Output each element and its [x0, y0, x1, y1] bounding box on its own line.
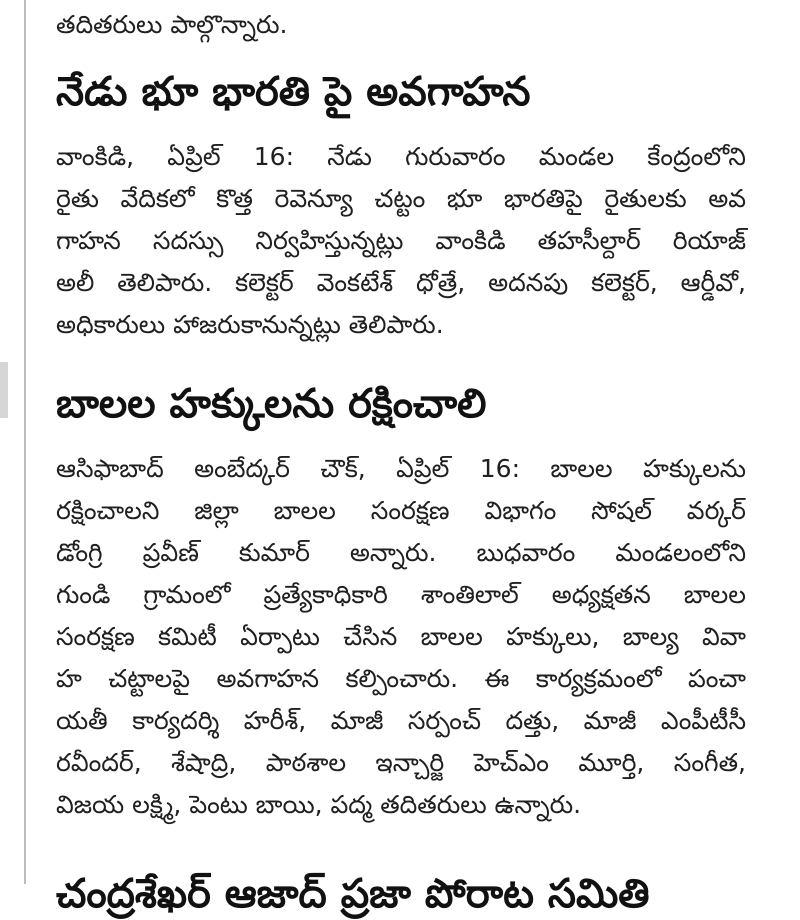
article1-line: గాహన సదస్సు నిర్వహిస్తున్నట్లు వాంకిడి తహసీల్దార్ రియాజ్ [56, 226, 746, 255]
previous-article-tail: తదితరులు పాల్గొన్నారు. [56, 10, 288, 39]
article2-line: యతీ కార్యదర్శి హరీశ్, మాజీ సర్పంచ్ దత్తు, మాజీ ఎంపీటీసీ [56, 706, 746, 735]
article2-line: రక్షించాలని జిల్లా బాలల సంరక్షణ విభాగం సోషల్ వర్కర్ [56, 496, 746, 525]
margin-mark [0, 362, 8, 418]
article2-line: సంరక్షణ కమిటీ ఏర్పాటు చేసిన బాలల హక్కులు, బాల్య వివా [56, 622, 746, 651]
article2-line: రవీందర్, శేషాద్రి, పాఠశాల ఇన్చార్జి హెచ్ఎం మూర్తి, సంగీత, [56, 748, 746, 777]
article2-line: గుండి గ్రామంలో ప్రత్యేకాధికారి శాంతిలాల్ అధ్యక్షతన బాలల [56, 580, 746, 609]
next-article-headline-cut [56, 868, 746, 917]
article2-line: హ చట్టాలపై అవగాహన కల్పించారు. ఈ కార్యక్రమంలో పంచా [56, 664, 746, 693]
article2-line: విజయ లక్ష్మి, పెంటు బాయి, పద్మ తదితరులు ఉన్నారు. [56, 790, 582, 819]
article2-line: డోంగ్రి ప్రవీణ్ కుమార్ అన్నారు. బుధవారం మండలంలోని [56, 538, 746, 567]
article2-headline: బాలల హక్కులను రక్షించాలి [56, 381, 487, 427]
article1-line: అధికారులు హాజరుకానున్నట్లు తెలిపారు. [56, 310, 444, 339]
next-article-headline: చంద్రశేఖర్ ఆజాద్ ప్రజా పోరాట సమితి [56, 871, 650, 917]
article2-line: ఆసిఫాబాద్ అంబేద్కర్ చౌక్, ఏప్రిల్ 16: బాలల హక్కులను [56, 454, 746, 483]
article1-line: రైతు వేదికలో కొత్త రెవెన్యూ చట్టం భూ భారతిపై రైతులకు అవ [56, 184, 746, 213]
article1-headline: నేడు భూ భారతి పై అవగాహన [56, 69, 531, 115]
article1-line: వాంకిడి, ఏప్రిల్ 16: నేడు గురువారం మండల కేంద్రంలోని [56, 142, 746, 171]
article1-line: అలీ తెలిపారు. కలెక్టర్ వెంకటేశ్ ధోత్రే, అదనపు కలెక్టర్, ఆర్డీవో, [56, 268, 746, 297]
column-divider [24, 0, 26, 884]
